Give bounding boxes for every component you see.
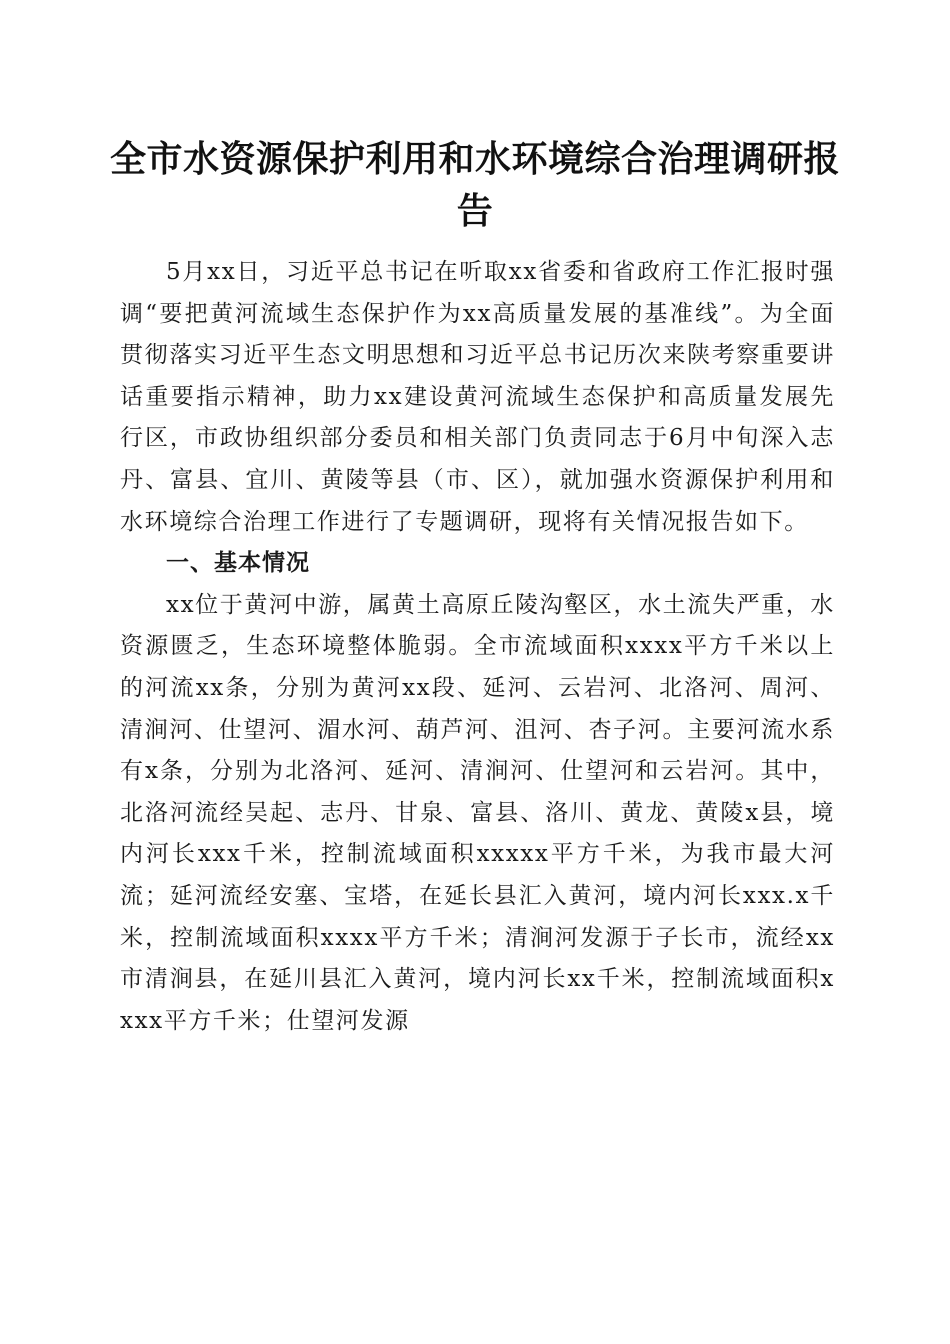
section-heading: 一、基本情况 (166, 550, 310, 577)
intro-paragraph: 5月xx日，习近平总书记在听取xx省委和省政府工作汇报时强调“要把黄河流域生态保护作为xx高质量发展的基准线”。为全面贯彻落实习近平生态文明思想和习近平总书记历次来陕考察重要讲话重要指示精神，助力xx建设黄河流域生态保护和高质量发展先行区，市政协组织部分委员和相关部门负责同志于6月中旬深入志丹、富县、宜川、黄陵等县（市、区），就加强水资源保护利用和水环境综合治理工作进行了专题调研，现将有关情况报告如下。 (120, 259, 835, 535)
section-paragraph: xx位于黄河中游，属黄土高原丘陵沟壑区，水土流失严重，水资源匮乏，生态环境整体脆弱。全市流域面积xxxx平方千米以上的河流xx条，分别为黄河xx段、延河、云岩河、北洛河、周河、清涧河、仕望河、湄水河、葫芦河、沮河、杏子河。主要河流水系有x条，分别为北洛河、延河、清涧河、仕望河和云岩河。其中，北洛河流经吴起、志丹、甘泉、富县、洛川、黄龙、黄陵x县，境内河长xxx千米，控制流域面积xxxxx平方千米，为我市最大河流；延河流经安塞、宝塔，在延长县汇入黄河，境内河长xxx.x千米，控制流域面积xxxx平方千米；清涧河发源于子长市，流经xx市清涧县，在延川县汇入黄河，境内河长xx千米，控制流域面积xxxx平方千米；仕望河发源 (120, 591, 835, 1034)
document-body (120, 252, 835, 1042)
document-title: 全市水资源保护利用和水环境综合治理调研报告 (110, 138, 841, 232)
